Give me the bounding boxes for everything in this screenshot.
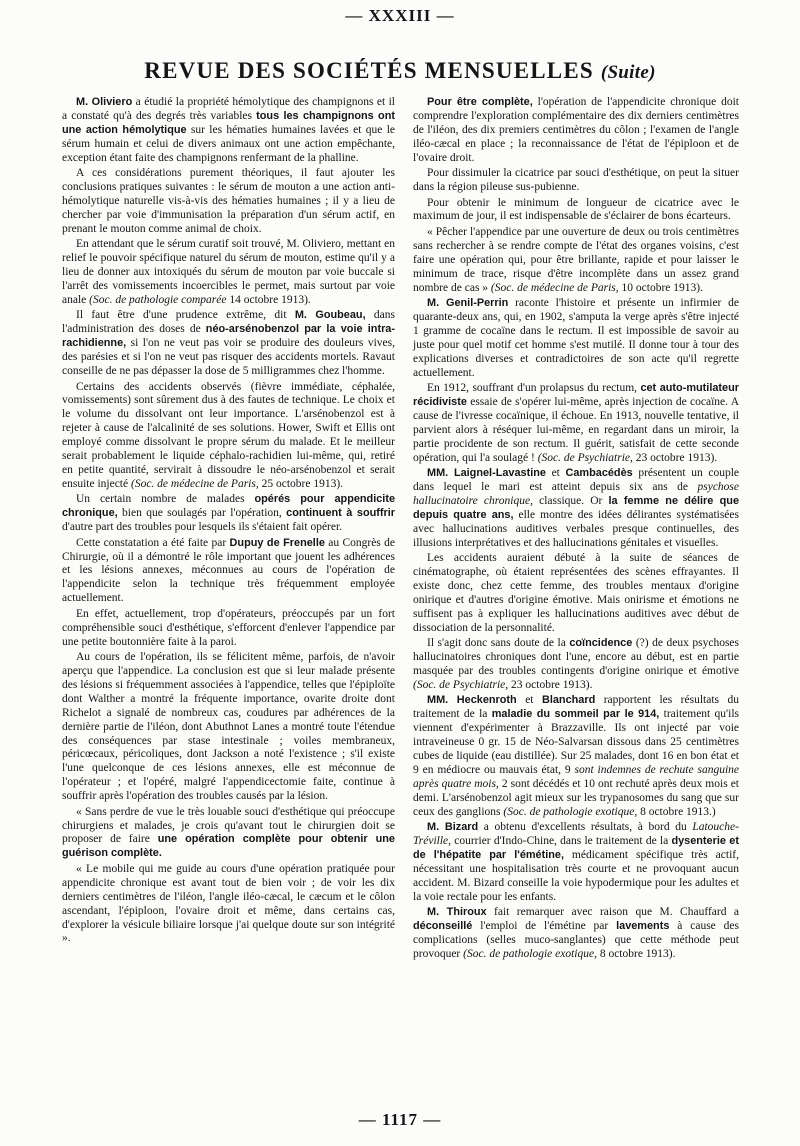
text-run: Les accidents auraient débuté à la suite de séances de cinématographe, où étaient représentées des scènes effrayantes. Il existe donc, chez cette femme, des troubles mentaux d'origine onirique et d'autres d'origine émotive. Mais onirisme et émotions ne suffisent pas à expliquer les hallucinations auditives avec début de dissociation de la personnalité. (413, 552, 739, 634)
paragraph (413, 821, 739, 904)
italic-text: (Soc. de pathologie exotique, (463, 947, 597, 960)
text-run: sur les hématies humaines lavées et que le sérum humain et celui de divers animaux ont une action empêchante, exception étant faite des champignons renfermant de la phalline. (62, 123, 395, 164)
text-run: a obtenu d'excellents résultats, à bord du (478, 821, 693, 834)
paragraph (62, 96, 395, 166)
bold-text: MM. Heckenroth (427, 694, 517, 707)
text-run: présentent un couple dans lequel le mari est atteint depuis six ans de (413, 467, 739, 494)
bold-text: dysenterie et de l'hépatite par l'émétine, (413, 835, 739, 861)
paragraph (413, 226, 739, 296)
bold-text: maladie du sommeil par le 914, (491, 708, 660, 721)
paragraph (413, 382, 739, 465)
italic-text: (Soc. de Psychiatrie, (537, 451, 633, 464)
text-run: Au cours de l'opération, ils se félicitent même, parfois, de n'avoir aperçu que l'appendice. La conclusion est que si leur malade présente des lésions si fréquemment associées à l'appendice, telles que l'épiploïte dont Walther a montré la fréquente importance, ovarite droite dont Richelot a signalé de nombreux cas, coudures par adhérences de la dernière partie de l'iléon, dont Abuthnot Lanes a montré toute l'étendue des conséquences par stase intestinale ; voiles membraneux, péricœcaux, péricoliques, dont Jackson a noté l'existence ; s'il existe l'une quelconque de ces lésions annexes, elle est méconnue de l'opérateur ; et l'opéré, malgré l'appendicectomie faite, continue à souffrir après l'opération des troubles causés par la lésion. (62, 651, 395, 803)
italic-text: (Soc. de pathologie exotique, (503, 805, 638, 818)
text-run: 14 octobre 1913). (226, 293, 311, 306)
italic-text: (Soc. de Psychiatrie, (413, 678, 509, 691)
paragraph (62, 381, 395, 492)
text-run: Pour obtenir le minimum de longueur de cicatrice avec le maximum de jour, il est indispensable de s'éclairer de bons écarteurs. (413, 196, 739, 223)
paragraph (62, 863, 395, 946)
text-run: « Pêcher l'appendice par une ouverture de deux ou trois centimètres sans rechercher à se rendre compte de l'état des organes voisins, c'est faire une opération qui, pour être brillante, rapide et pour laisser le minimum de trace, risque d'être incomplète dans un assez grand nombre de cas » (413, 225, 739, 294)
paragraph (413, 197, 739, 225)
bold-text: déconseillé (413, 920, 473, 933)
italic-text: (Soc. de médecine de Paris, (130, 477, 259, 490)
text-run: A ces considérations purement théoriques, il faut ajouter les conclusions pratiques suivantes : le sérum de mouton a une action anti-hémolytique naturelle vis-à-vis des hématies humaines ; il y a lieu de chercher par voie d'immunisation la préparation d'un sérum actif, en prenant le mouton comme animal de choix. (62, 167, 395, 235)
title-suite: (Suite) (600, 62, 656, 83)
text-run: courrier d'Indo-Chine, dans le traitement de la (451, 835, 672, 848)
text-run: En attendant que le sérum curatif soit trouvé, M. Oliviero, mettant en relief le pouvoir spécifique naturel du sérum de mouton, estime qu'il y a lieu de donner aux intoxiqués du sérum de mouton par voie buccale si l'arrêt des vomissements incoercibles le permet, mais surtout par voie anale (62, 238, 395, 306)
paragraph (62, 167, 395, 237)
text-run: l'emploi de l'émétine par (472, 920, 617, 933)
text-run: En 1912, souffrant d'un prolapsus du rectum, (427, 382, 641, 395)
text-run: d'autre part des troubles pour lesquels ils s'étaient fait opérer. (62, 521, 343, 534)
text-run: essaie de s'opérer lui-même, après injection de cocaïne. A cause de l'ivresse cocaïnique, il échoue. En 1913, nouvelle tentative, il parvient alors à réséquer lui-même, en regardant dans un miroir, la partie procidente de son rectum. Il guérit, satisfait de cette seconde opération, qui l'a soulagé ! (413, 396, 739, 464)
text-run: « Le mobile qui me guide au cours d'une opération pratiquée pour appendicite chronique est avant tout de bien voir ; de voir les dix derniers centimètres de l'iléon, l'angle iléo-cæcal, le cæcum et le côlon ascendant, l'épiploon, l'ovaire droit et même, dans certains cas, d'explorer la vésicule biliaire lorsque j'ai quelque doute sur son intégrité ». (62, 862, 395, 945)
bold-text: tous les champignons ont une action hémolytique (62, 109, 395, 136)
text-run: bien que soulagés par l'opération, (117, 507, 287, 520)
paragraph (62, 608, 395, 650)
text-run: et (516, 694, 542, 707)
bold-text: une opération complète pour obtenir une guérison complète. (62, 833, 395, 860)
text-run: Cette constatation a été faite par (76, 536, 230, 549)
text-run: En effet, actuellement, trop d'opérateurs, préoccupés par un fort compréhensible souci d'esthétique, s'efforcent d'enlever l'appendice par une petite boutonnière faite à la paroi. (62, 607, 395, 648)
text-run: traitement qu'ils viennent d'expérimenter à Brazzaville. Ils ont injecté par voie intraveineuse 0 gr. 15 de Néo-Salvarsan dissous dans 25 centimètres cubes de liquide (eau distillée). Sur 25 malades, dont 16 en bon état et 9 en médiocre ou mauvais état, 9 (413, 708, 739, 776)
text-run: 2 sont décédés et 10 ont rechuté après deux mois et demi. L'arsénobenzol agit mieux sur les trypanosomes du sang que sur ceux des ganglions (413, 777, 739, 818)
bold-text: opérés pour appendicite chronique, (62, 493, 396, 520)
left-column (62, 96, 395, 948)
paragraph (413, 552, 739, 635)
bold-text: M. Genil-Perrin (427, 297, 509, 310)
text-run: raconte l'histoire et présente un infirmier de quarante-deux ans, qui, en 1902, s'amputa la verge après s'être injecté 1 gramme de cocaïne dans le rectum. Il est impossible de savoir au juste pour quel motif cet homme s'est mutilé. Il donne tour à tour des explications diverses et contradictoires de son acte qu'il regrette actuellement. (413, 297, 739, 379)
text-run: médicament spécifique très actif, nécessitant une hospitalisation très courte et ne provoquant aucun accident. M. Bizard conseille la voie hypodermique pour les adultes et la voie rectale pour les enfants. (413, 848, 739, 903)
paragraph (413, 906, 739, 962)
text-run: 23 octobre 1913). (632, 451, 718, 464)
bold-text: Blanchard (541, 694, 596, 707)
text-run: Pour dissimuler la cicatrice par souci d'esthétique, on peut la situer dans la région pileuse sus-pubienne. (413, 167, 739, 194)
italic-text: Latouche-Tréville, (413, 821, 739, 848)
bold-text: coïncidence (569, 637, 633, 650)
text-run: fait remarquer avec raison que M. Chauffard a (486, 906, 739, 919)
right-column (413, 96, 739, 963)
bold-text: néo-arsénobenzol par la voie intra-rachidienne, (62, 323, 395, 350)
bold-text: M. Goubeau, (294, 309, 366, 322)
paragraph (413, 96, 739, 166)
text-run: l'opération de l'appendicite chronique doit comprendre l'exploration complémentaire des dix derniers centimètres de l'iléon, des dix premiers centimètres du côlon ; l'examen de l'angle iléo-cæcal en place ; la reconnaissance de l'état de l'épiploon et de l'ovaire droit. (413, 96, 739, 164)
italic-text: sont indemnes de rechute sanguine après quatre mois, (413, 763, 739, 790)
italic-text: (Soc. de pathologie comparée (89, 293, 227, 306)
paragraph (413, 694, 739, 819)
bold-text: cet auto-mutilateur récidiviste (413, 382, 739, 408)
bold-text: Dupuy de Frenelle (229, 536, 325, 549)
bold-text: continuent à souffrir (286, 507, 396, 520)
paragraph (62, 493, 395, 535)
text-run: si l'on ne veut pas voir se produire des douleurs vives, des parésies et si l'on ne veut pas risquer des accidents mortels. Ravaut conseille de ne pas dépasser la dose de 5 milligrammes chez l'homme. (62, 337, 395, 377)
paragraph (413, 297, 739, 380)
text-run: 25 octobre 1913). (258, 477, 344, 490)
paragraph (413, 637, 739, 693)
bold-text: MM. Laignel-Lavastine (427, 467, 546, 480)
bold-text: Pour être complète, (427, 96, 533, 108)
text-run: à cause des complications (selles muco-sanglantes) que cette méthode peut provoquer (413, 920, 739, 960)
bold-text: Cambacédès (565, 467, 633, 480)
text-run: 23 octobre 1913). (508, 678, 593, 691)
italic-text: psychose hallucinatoire chronique, (413, 481, 739, 507)
page-footer-number: — 1117 — (358, 1110, 442, 1129)
text-run: Il faut être d'une prudence extrême, dit (76, 309, 295, 322)
text-run: a étudié la propriété hémolytique des champignons et il a constaté qu'à des degrés très variables (62, 96, 396, 122)
paragraph (413, 467, 739, 550)
text-run: elle montre des idées délirantes systématisées avec hallucinations auditives verbales presque continuelles, des illusions interprétatives et des hallucinations génitales et visuelles. (413, 508, 739, 549)
page-title (0, 58, 800, 84)
paragraph (62, 651, 395, 804)
text-run: rapportent les résultats du traitement de la (413, 694, 739, 721)
bold-text: lavements (616, 920, 670, 933)
text-run: Un certain nombre de malades (76, 493, 255, 506)
paragraph (413, 167, 739, 195)
text-run: (?) de deux psychoses hallucinatoires chroniques dont l'une, encore au début, est en partie masquée par des troubles contingents d'origine onirique et émotive (413, 637, 739, 677)
text-run: et (545, 467, 566, 480)
bold-text: M. Bizard (427, 821, 479, 834)
paragraph (62, 309, 395, 379)
text-run: au Congrès de Chirurgie, où il a démontré le rôle important que jouent les adhérences et les lésions annexes, méconnues au cours de l'opération de l'appendicite selon la technique très fréquemment employée actuellement. (62, 536, 395, 605)
bold-text: M. Thiroux (427, 906, 487, 919)
title-main: REVUE DES SOCIÉTÉS MENSUELLES (144, 58, 594, 83)
bold-text: la femme ne délire que depuis quatre ans, (413, 494, 739, 521)
text-run: dans l'administration des doses de (62, 309, 395, 336)
text-run: 8 octobre 1913.) (637, 805, 716, 818)
paragraph (62, 238, 395, 308)
text-run: 10 octobre 1913). (618, 281, 703, 294)
paragraph (62, 537, 395, 607)
text-run: « Sans perdre de vue le très louable souci d'esthétique qui préoccupe chirurgiens et malades, je crois qu'avant tout le chirurgien doit se proposer de faire (62, 805, 395, 846)
text-run: 8 octobre 1913). (596, 947, 676, 960)
paragraph (62, 806, 395, 862)
bold-text: M. Oliviero (76, 96, 133, 108)
page-header-number: — XXXIII — (345, 6, 455, 25)
text-run: Certains des accidents observés (fièvre immédiate, céphalée, vomissements) sont sûrement dus à des fautes de technique. Le choix et le volume du dissolvant ont leur importance. L'arsénobenzol est à rejeter à cause de l'alcalinité de ses solutions. Hower, Swift et Ellis ont employé comme dissolvant le propre sérum du malade. Et le meilleur serait probablement le liquide céphalo-rachidien lui-même, qui, retiré en petite quantité, servirait à dissoudre le néo-arsénobenzol et serait ensuite injecté (62, 380, 395, 490)
text-run: Il s'agit donc sans doute de la (427, 637, 570, 650)
text-run: classique. Or (532, 494, 609, 507)
italic-text: (Soc. de médecine de Paris, (490, 281, 619, 294)
